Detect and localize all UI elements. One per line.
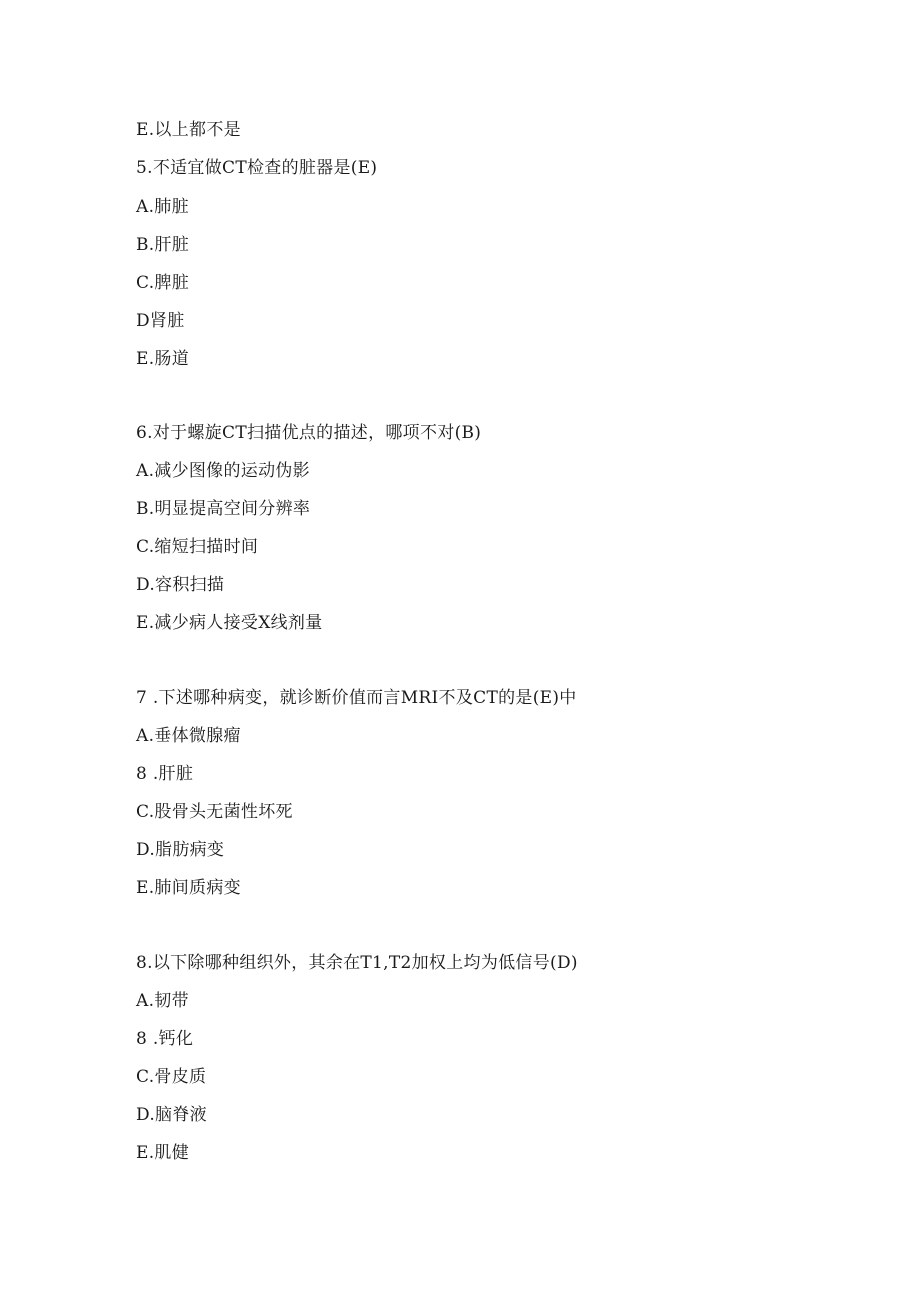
q6-option-c: C.缩短扫描时间: [136, 537, 259, 557]
question-6: 6.对于螺旋CT扫描优点的描述，哪项不对(B): [136, 423, 482, 443]
q5-option-b: B.肝脏: [136, 235, 190, 255]
q5-option-c: C.脾脏: [136, 273, 190, 293]
q7-option-c: C.股骨头无菌性坏死: [136, 802, 293, 822]
q8-option-e: E.肌健: [136, 1143, 190, 1163]
q5-option-a: A.肺脏: [136, 197, 189, 217]
q5-option-e: E.肠道: [136, 349, 190, 369]
q6-option-e: E.减少病人接受X线剂量: [136, 613, 323, 633]
option-e-none-above: E.以上都不是: [136, 120, 241, 140]
q7-option-d: D.脂肪病变: [136, 840, 225, 860]
question-8: 8.以下除哪种组织外，其余在T1,T2加权上均为低信号(D): [136, 953, 578, 973]
q7-option-e: E.肺间质病变: [136, 878, 241, 898]
q5-option-d: D肾脏: [136, 311, 185, 331]
q8-option-b: 8 .钙化: [136, 1029, 194, 1049]
q8-option-c: C.骨皮质: [136, 1067, 207, 1087]
q8-option-d: D.脑脊液: [136, 1105, 207, 1125]
question-5: 5.不适宜做CT检查的脏器是(E): [136, 158, 378, 178]
q6-option-d: D.容积扫描: [136, 575, 225, 595]
q6-option-a: A.减少图像的运动伪影: [136, 461, 310, 481]
q7-option-a: A.垂体微腺瘤: [136, 726, 241, 746]
q6-option-b: B.明显提高空间分辨率: [136, 499, 311, 519]
question-7: 7 .下述哪种病变，就诊断价值而言MRI不及CT的是(E)中: [136, 688, 577, 708]
q8-option-a: A.韧带: [136, 991, 189, 1011]
q7-option-b: 8 .肝脏: [136, 764, 194, 784]
